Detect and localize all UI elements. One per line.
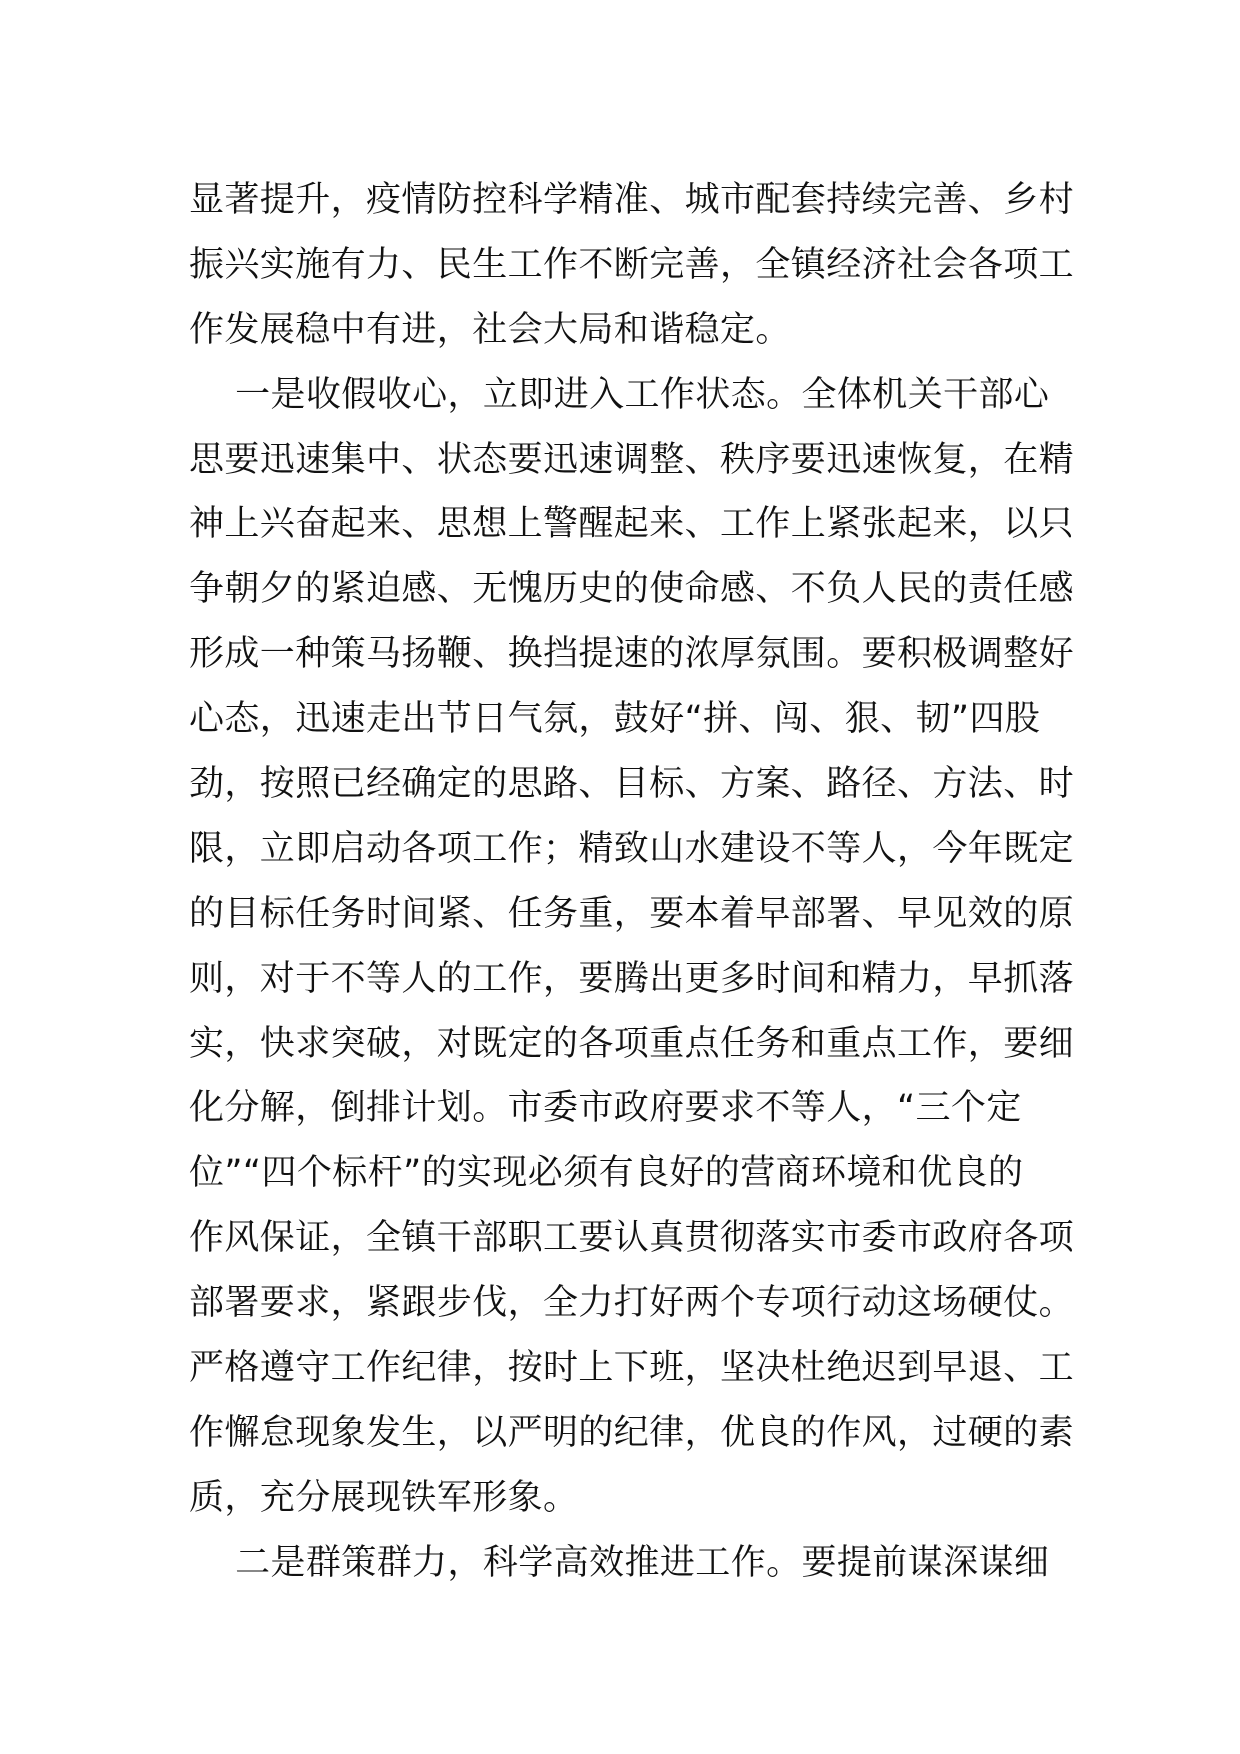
text-line: 作发展稳中有进，社会大局和谐稳定。 xyxy=(189,309,791,350)
text-line: 神上兴奋起来、思想上警醒起来、工作上紧张起来，以只 xyxy=(189,504,1075,545)
text-line: 劲，按照已经确定的思路、目标、方案、路径、方法、时 xyxy=(189,764,1075,805)
text-line: 形成一种策马扬鞭、换挡提速的浓厚氛围。要积极调整好 xyxy=(189,634,1075,675)
text-line: 位”“四个标杆”的实现必须有良好的营商环境和优良的 xyxy=(189,1153,1024,1194)
text-line: 争朝夕的紧迫感、无愧历史的使命感、不负人民的责任感 xyxy=(189,569,1075,610)
text-line: 一是收假收心，立即进入工作状态。全体机关干部心 xyxy=(189,374,1050,415)
text-line: 作懈怠现象发生，以严明的纪律，优良的作风，过硬的素 xyxy=(189,1412,1075,1453)
text-line: 实，快求突破，对既定的各项重点任务和重点工作，要细 xyxy=(189,1023,1075,1064)
text-line: 显著提升，疫情防控科学精准、城市配套持续完善、乡村 xyxy=(189,180,1075,220)
body-text xyxy=(189,168,1075,1596)
text-line: 心态，迅速走出节日气氛，鼓好“拼、闯、狠、韧”四股 xyxy=(189,699,1041,740)
text-line: 部署要求，紧跟步伐，全力打好两个专项行动这场硬仗。 xyxy=(189,1283,1075,1324)
text-line: 质，充分展现铁军形象。 xyxy=(189,1477,579,1518)
text-line: 限，立即启动各项工作；精致山水建设不等人，今年既定 xyxy=(189,828,1075,869)
text-line: 的目标任务时间紧、任务重，要本着早部署、早见效的原 xyxy=(189,893,1075,934)
text-line: 思要迅速集中、状态要迅速调整、秩序要迅速恢复，在精 xyxy=(189,439,1075,480)
text-line: 则，对于不等人的工作，要腾出更多时间和精力，早抓落 xyxy=(189,958,1075,999)
text-line: 二是群策群力，科学高效推进工作。要提前谋深谋细 xyxy=(189,1542,1050,1583)
text-line: 严格遵守工作纪律，按时上下班，坚决杜绝迟到早退、工 xyxy=(189,1348,1075,1389)
text-line: 化分解，倒排计划。市委市政府要求不等人，“三个定 xyxy=(189,1088,1022,1129)
text-line: 作风保证，全镇干部职工要认真贯彻落实市委市政府各项 xyxy=(189,1218,1075,1259)
text-line: 振兴实施有力、民生工作不断完善，全镇经济社会各项工 xyxy=(189,244,1075,285)
